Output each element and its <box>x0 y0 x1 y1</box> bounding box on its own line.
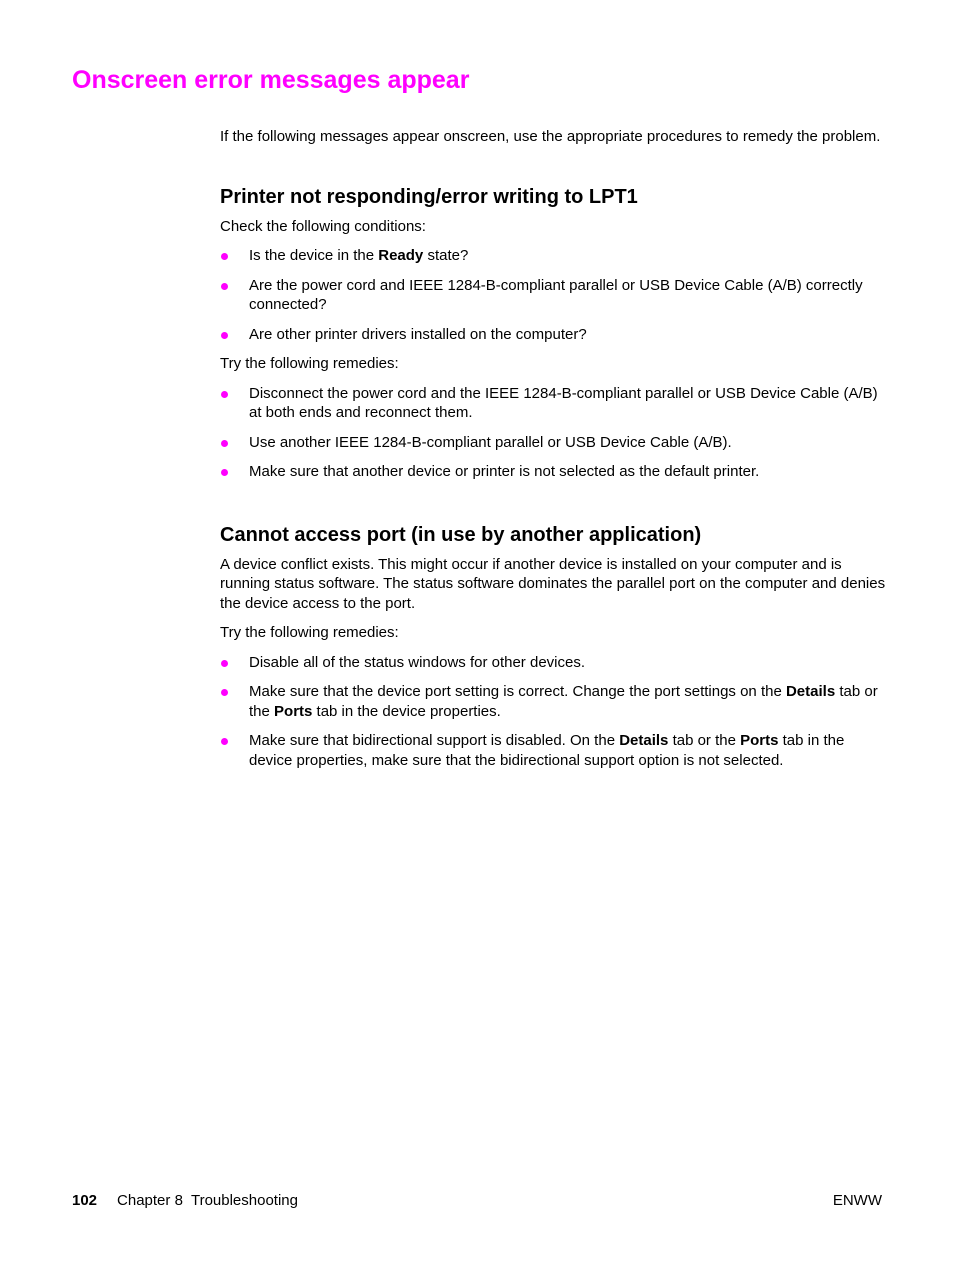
conditions-list <box>220 246 888 344</box>
list-item-text: Disable all of the status windows for other devices. <box>249 653 585 671</box>
list-item-text: Make sure that another device or printer is not selected as the default printer. <box>249 463 760 480</box>
list-item <box>220 731 888 770</box>
list-item <box>220 246 888 266</box>
device-conflict-paragraph: A device conflict exists. This might occur if another device is installed on your computer and is running status software. The status software dominates the parallel port on the computer and denies the device access to the port. <box>220 555 886 612</box>
bullet-icon <box>221 391 228 398</box>
list-item-text: Are the power cord and IEEE 1284-B-compliant parallel or USB Device Cable (A/B) correctly connected? <box>249 276 863 313</box>
bullet-icon <box>221 332 228 339</box>
list-item <box>220 433 888 453</box>
section-heading-printer-not-responding: Printer not responding/error writing to LPT1 <box>220 185 638 208</box>
list-item <box>220 384 888 423</box>
ports-tab-label: Ports <box>740 732 779 749</box>
bullet-icon <box>221 253 228 260</box>
list-item <box>220 653 888 673</box>
list-item-text: Make sure that bidirectional support is disabled. On the <box>249 732 620 749</box>
remedies-lead: Try the following remedies: <box>220 624 399 641</box>
check-conditions-lead: Check the following conditions: <box>220 217 426 235</box>
main-content <box>220 127 888 780</box>
list-item-text: tab in the device properties, make sure that the bidirectional support option is not selected. <box>249 732 845 769</box>
details-tab-label: Details <box>619 732 669 749</box>
edition-label: ENWW <box>832 1192 882 1209</box>
list-item <box>220 276 888 315</box>
chapter-label: Chapter 8 Troubleshooting <box>117 1192 298 1209</box>
bullet-icon <box>221 469 228 476</box>
bullet-icon <box>221 440 228 447</box>
details-tab-label: Details <box>785 683 836 700</box>
bullet-icon <box>221 689 228 696</box>
intro-paragraph: If the following messages appear onscreen, use the appropriate procedures to remedy the problem. <box>220 128 881 145</box>
bullet-icon <box>221 660 228 667</box>
ports-tab-label: Ports <box>274 702 313 720</box>
list-item-text: Is the device in the <box>249 247 379 264</box>
bullet-icon <box>221 738 228 745</box>
remedies-lead: Try the following remedies: <box>220 355 399 372</box>
remedies-list <box>220 384 888 482</box>
list-item-text: Disconnect the power cord and the IEEE 1284-B-compliant parallel or USB Device Cable (A/B) at both ends and reconnect them. <box>249 384 878 421</box>
list-item-text: Use another IEEE 1284-B-compliant parallel or USB Device Cable (A/B). <box>249 433 732 451</box>
list-item <box>220 682 888 721</box>
list-item-text: tab or the <box>668 732 741 749</box>
list-item-text: state? <box>423 247 469 264</box>
port-remedies-list <box>220 653 888 771</box>
page-number: 102 <box>72 1192 98 1209</box>
section-heading-cannot-access-port: Cannot access port (in use by another application) <box>220 523 702 546</box>
list-item-text: tab or the <box>249 683 878 720</box>
list-item-text: Make sure that the device port setting is correct. Change the port settings on the <box>249 683 786 700</box>
bullet-icon <box>221 283 228 290</box>
list-item <box>220 325 888 345</box>
list-item <box>220 462 888 482</box>
page-title: Onscreen error messages appear <box>72 66 470 94</box>
list-item-text: Are other printer drivers installed on the computer? <box>249 325 587 343</box>
ready-state-label: Ready <box>378 247 424 264</box>
page-footer <box>72 1191 882 1211</box>
list-item-text: tab in the device properties. <box>312 702 501 720</box>
